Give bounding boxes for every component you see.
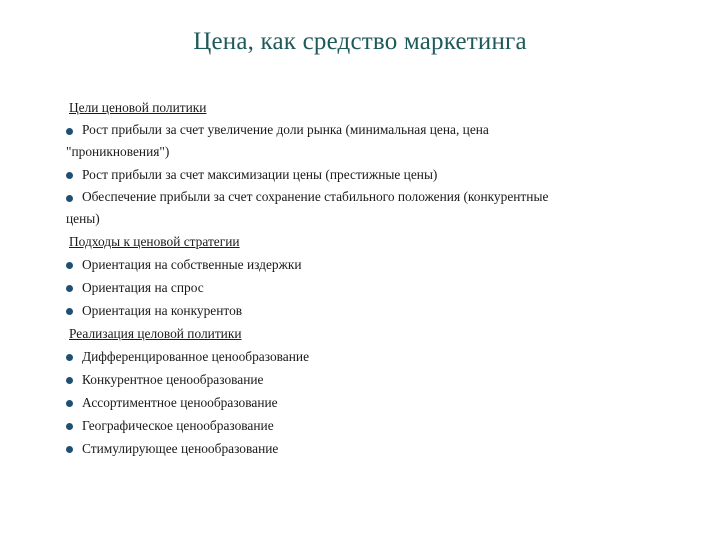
- list-item: [66, 391, 666, 414]
- list-item-text-continued: цены): [66, 211, 100, 226]
- bullet-icon: [66, 172, 73, 179]
- slide-title: Цена, как средство маркетинга: [193, 28, 527, 55]
- bullet-icon: [66, 377, 73, 384]
- list-item: [66, 253, 666, 276]
- list-item-text: Дифференцированное ценообразование: [82, 349, 310, 364]
- section-heading-approaches: Подходы к ценовой стратегии: [69, 234, 240, 249]
- section-heading-goals: Цели ценовой политики: [69, 100, 207, 115]
- list-item-text-continued: "проникновения"): [66, 144, 170, 159]
- list-item: [66, 163, 666, 186]
- bullet-icon: [66, 308, 73, 315]
- list-item-text: Географическое ценообразование: [82, 418, 274, 433]
- slide-content: [66, 96, 666, 460]
- section-heading-implementation: Реализация целовой политики: [69, 326, 242, 341]
- list-item: [66, 299, 666, 322]
- bullet-icon: [66, 195, 73, 202]
- bullet-icon: [66, 128, 73, 135]
- list-item-text: Ассортиментное ценообразование: [82, 395, 278, 410]
- list-item: [66, 345, 666, 368]
- list-item-text: Рост прибыли за счет максимизации цены (престижные цены): [82, 167, 438, 182]
- list-item: [66, 276, 666, 299]
- list-item-text: Ориентация на собственные издержки: [82, 257, 302, 272]
- list-item: [66, 186, 666, 230]
- bullet-icon: [66, 285, 73, 292]
- list-item-text: Ориентация на конкурентов: [82, 303, 243, 318]
- list-item-text: Ориентация на спрос: [82, 280, 204, 295]
- bullet-icon: [66, 423, 73, 430]
- list-item: [66, 414, 666, 437]
- list-item: [66, 368, 666, 391]
- bullet-icon: [66, 354, 73, 361]
- list-item-text: Конкурентное ценообразование: [82, 372, 264, 387]
- list-item-text: Обеспечение прибыли за счет сохранение стабильного положения (конкурентные: [82, 189, 549, 204]
- list-item: [66, 119, 666, 163]
- list-item-text: Стимулирующее ценообразование: [82, 441, 279, 456]
- bullet-icon: [66, 446, 73, 453]
- bullet-icon: [66, 400, 73, 407]
- list-item-text: Рост прибыли за счет увеличение доли рынка (минимальная цена, цена: [82, 122, 489, 137]
- list-item: [66, 437, 666, 460]
- bullet-icon: [66, 262, 73, 269]
